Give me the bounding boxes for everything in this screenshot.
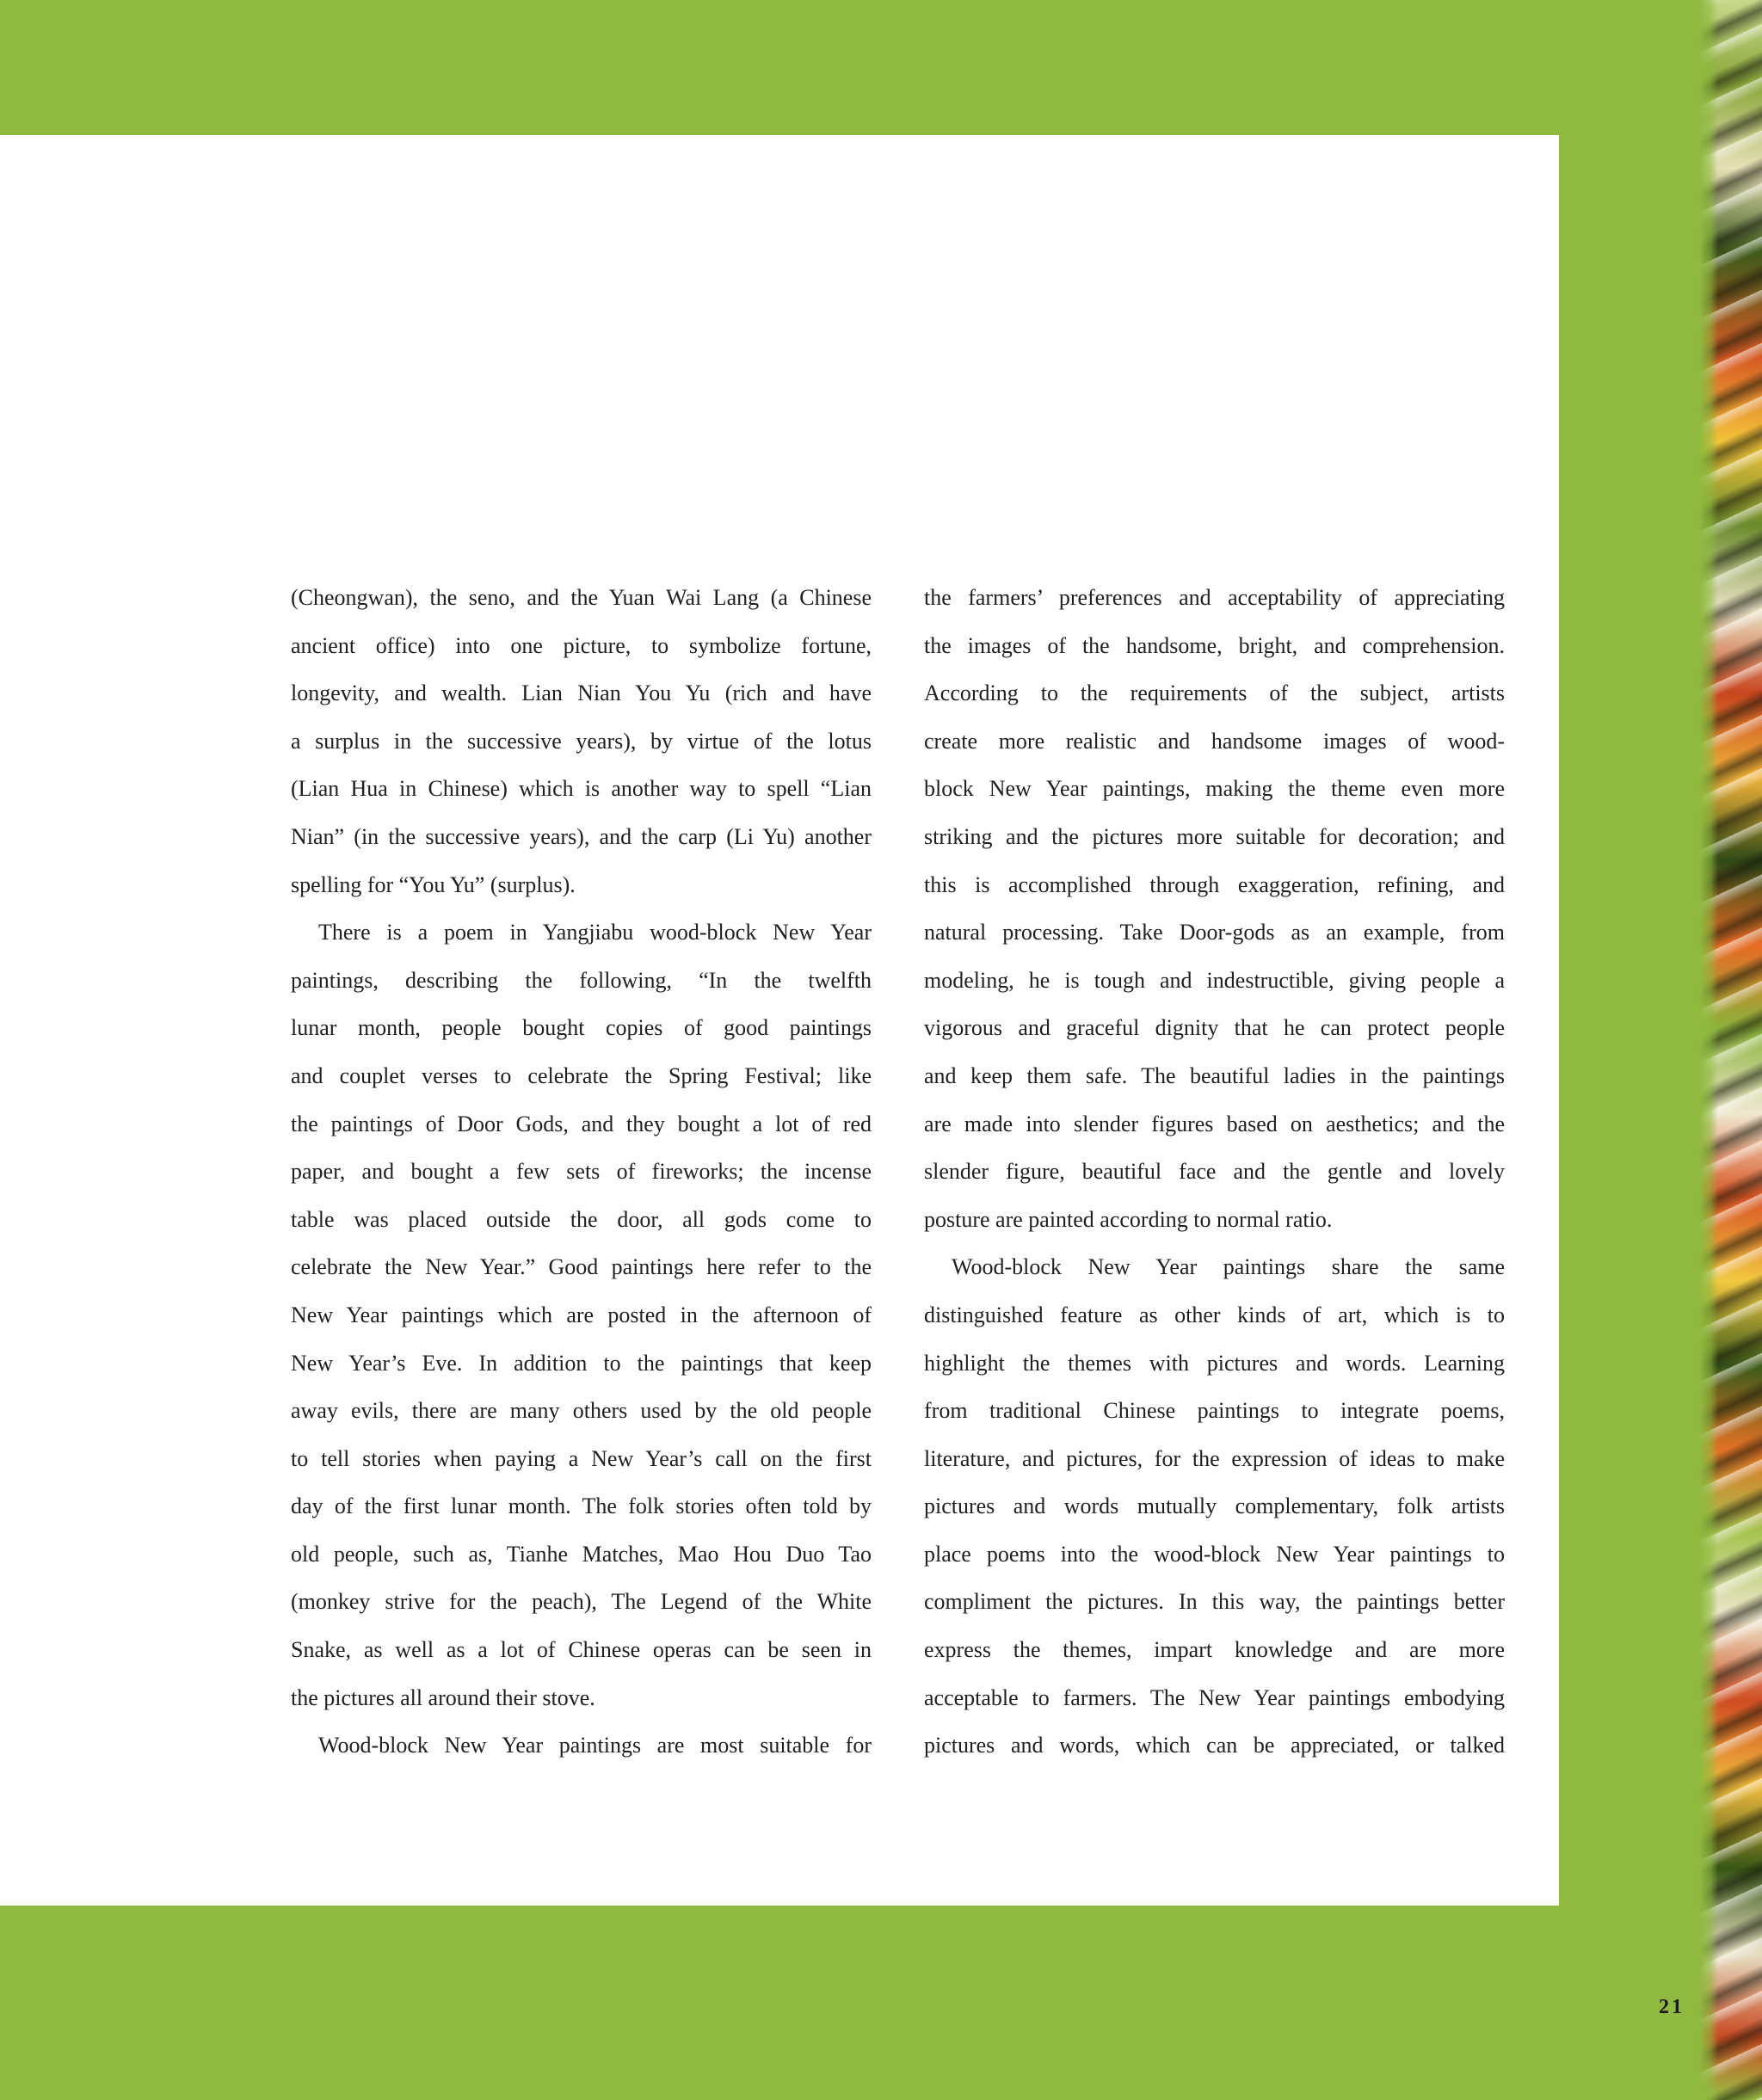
text-line: striking and the pictures more suitable for decoration; and <box>924 823 1505 849</box>
text-line: Wood-block New Year paintings are most suitable for <box>318 1733 872 1758</box>
text-line: a surplus in the successive years), by virtue of the lotus <box>291 728 872 754</box>
text-line: day of the first lunar month. The folk stories often told by <box>291 1493 872 1519</box>
text-line: are made into slender figures based on aesthetics; and the <box>924 1111 1505 1136</box>
text-line: vigorous and graceful dignity that he can protect people <box>924 1015 1505 1041</box>
text-line: to tell stories when paying a New Year’s call on the first <box>291 1445 872 1471</box>
right-text-column <box>924 574 1505 1770</box>
text-line: pictures and words, which can be appreciated, or talked <box>924 1733 1505 1758</box>
text-line: from traditional Chinese paintings to integrate poems, <box>924 1398 1505 1424</box>
text-line: paintings, describing the following, “In the twelfth <box>291 967 872 993</box>
text-line: the farmers’ preferences and acceptability of appreciating <box>924 585 1505 610</box>
text-line: distinguished feature as other kinds of art, which is to <box>924 1302 1505 1327</box>
text-line: acceptable to farmers. The New Year paintings embodying <box>924 1684 1505 1710</box>
text-line: literature, and pictures, for the expression of ideas to make <box>924 1445 1505 1471</box>
text-line: place poems into the wood-block New Year paintings to <box>924 1541 1505 1567</box>
text-line: According to the requirements of the subject, artists <box>924 680 1505 706</box>
text-line: Snake, as well as a lot of Chinese operas can be seen in <box>291 1637 872 1663</box>
text-line: away evils, there are many others used by the old people <box>291 1398 872 1424</box>
text-line: express the themes, impart knowledge and are more <box>924 1637 1505 1663</box>
decorative-painting-strip <box>1699 0 1762 2100</box>
text-line: (Cheongwan), the seno, and the Yuan Wai Lang (a Chinese <box>291 585 872 610</box>
text-line: posture are painted according to normal ratio. <box>924 1206 1333 1232</box>
left-text-column <box>291 574 872 1770</box>
text-line: highlight the themes with pictures and words. Learning <box>924 1350 1505 1376</box>
text-line: There is a poem in Yangjiabu wood-block New Year <box>318 920 872 945</box>
text-line: create more realistic and handsome images of wood- <box>924 728 1505 754</box>
text-line: spelling for “You Yu” (surplus). <box>291 871 576 897</box>
text-line: block New Year paintings, making the theme even more <box>924 776 1505 802</box>
text-line: lunar month, people bought copies of good paintings <box>291 1015 872 1041</box>
text-line: paper, and bought a few sets of fireworks; the incense <box>291 1159 872 1185</box>
text-line: New Year’s Eve. In addition to the paintings that keep <box>291 1350 872 1376</box>
text-line: (monkey strive for the peach), The Legend of the White <box>291 1589 872 1615</box>
text-line: ancient office) into one picture, to symbolize fortune, <box>291 632 872 658</box>
text-line: (Lian Hua in Chinese) which is another way to spell “Lian <box>291 776 872 802</box>
text-line: longevity, and wealth. Lian Nian You Yu (rich and have <box>291 680 872 706</box>
text-line: table was placed outside the door, all gods come to <box>291 1206 872 1232</box>
text-line: slender figure, beautiful face and the gentle and lovely <box>924 1159 1505 1185</box>
text-line: compliment the pictures. In this way, the paintings better <box>924 1589 1505 1615</box>
text-line: celebrate the New Year.” Good paintings here refer to the <box>291 1254 872 1280</box>
text-line: the images of the handsome, bright, and comprehension. <box>924 632 1505 658</box>
text-line: modeling, he is tough and indestructible, giving people a <box>924 967 1505 993</box>
text-line: and keep them safe. The beautiful ladies in the paintings <box>924 1062 1505 1088</box>
text-line: the paintings of Door Gods, and they bought a lot of red <box>291 1111 872 1136</box>
text-line: natural processing. Take Door-gods as an example, from <box>924 920 1505 945</box>
text-line: old people, such as, Tianhe Matches, Mao Hou Duo Tao <box>291 1541 872 1567</box>
text-line: the pictures all around their stove. <box>291 1684 595 1710</box>
page-number: 21 <box>1659 1996 1685 2018</box>
text-line: New Year paintings which are posted in the afternoon of <box>291 1302 872 1327</box>
text-line: Nian” (in the successive years), and the carp (Li Yu) another <box>291 823 872 849</box>
text-line: this is accomplished through exaggeration, refining, and <box>924 871 1505 897</box>
text-line: pictures and words mutually complementary, folk artists <box>924 1493 1505 1519</box>
text-line: and couplet verses to celebrate the Spring Festival; like <box>291 1062 872 1088</box>
text-line: Wood-block New Year paintings share the same <box>952 1254 1505 1280</box>
